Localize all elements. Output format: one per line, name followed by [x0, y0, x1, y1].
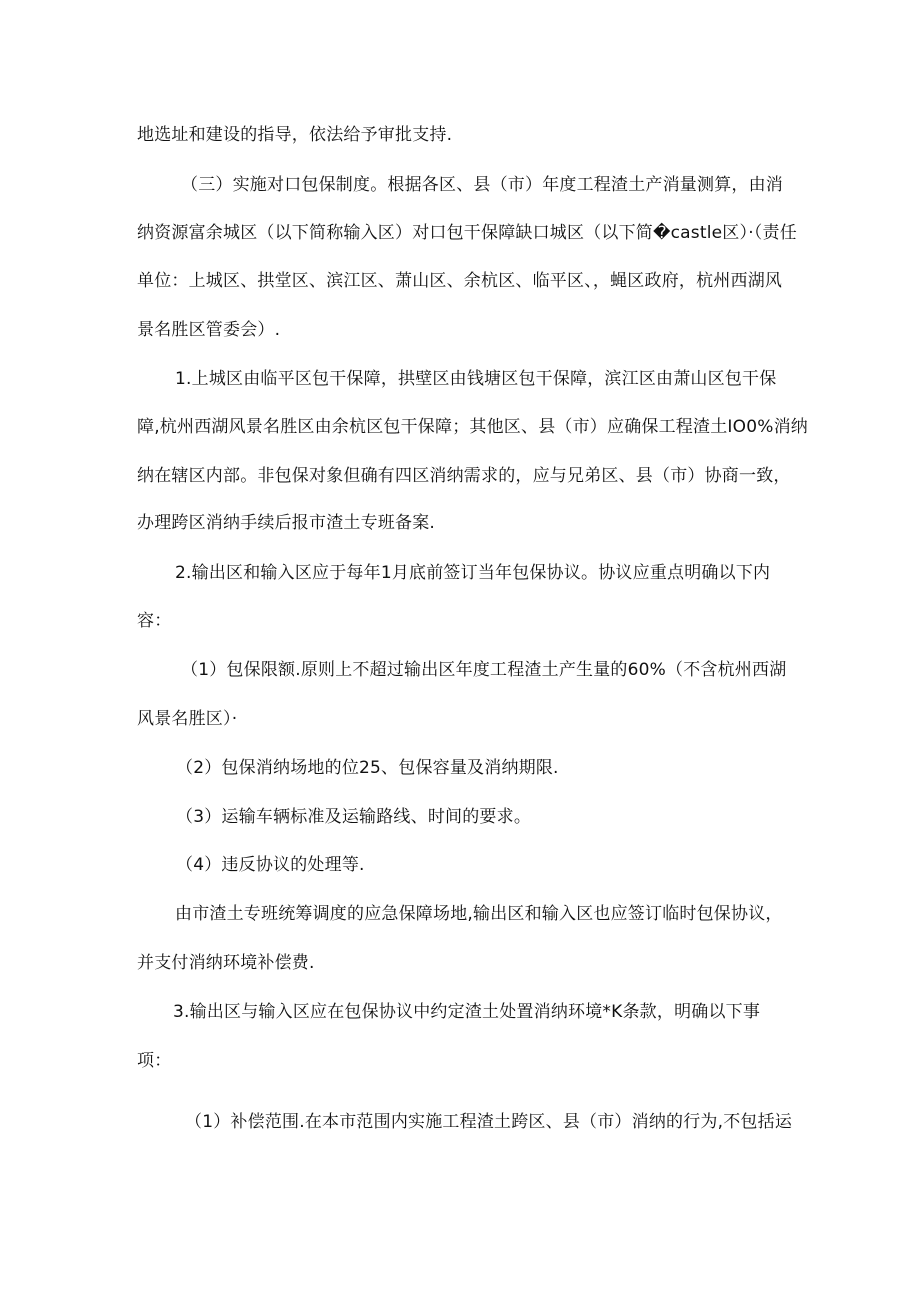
text-line: 景名胜区管委会）.: [137, 320, 281, 340]
text-line: （4）违反协议的处理等.: [176, 855, 365, 875]
text-line: 纳资源富余城区（以下简称输入区）对口包干保障缺口城区（以下简�castle区）·（责任: [137, 223, 797, 243]
text-line: 2.输出区和输入区应于每年1月底前签订当年包保协议。协议应重点明确以下内: [175, 563, 771, 583]
text-line: 并支付消纳环境补偿费.: [137, 953, 315, 973]
text-line: 3.输出区与输入区应在包保协议中约定渣土处置消纳环境*K条款，明确以下事: [173, 1002, 761, 1022]
text-line: （1）补偿范围.在本市范围内实施工程渣土跨区、县（市）消纳的行为,不包括运: [185, 1112, 793, 1132]
text-line: 办理跨区消纳手续后报市渣土专班备案.: [137, 513, 436, 533]
text-line: 由市渣土专班统筹调度的应急保障场地,输出区和输入区也应签订临时包保协议，: [175, 904, 783, 924]
text-line: （3）运输车辆标准及运输路线、时间的要求。: [176, 807, 532, 827]
text-line: （2）包保消纳场地的位25、包保容量及消纳期限.: [176, 758, 559, 778]
text-line: 1.上城区由临平区包干保障，拱壁区由钱塘区包干保障，滨江区由萧山区包干保: [175, 369, 777, 389]
text-line: （1）包保限额.原则上不超过输出区年度工程渣土产生量的60%（不含杭州西湖: [181, 660, 787, 680]
text-line: 单位：上城区、拱堂区、滨江区、萧山区、余杭区、临平区、，蝇区政府，杭州西湖风: [137, 271, 783, 291]
text-line: 项：: [137, 1051, 172, 1071]
text-line: 地选址和建设的指导，依法给予审批支持.: [137, 125, 453, 145]
text-line: 风景名胜区）·: [137, 709, 238, 729]
text-line: （三）实施对口包保制度。根据各区、县（市）年度工程渣土产消量测算，由消: [181, 175, 783, 195]
text-line: 纳在辖区内部。非包保对象但确有四区消纳需求的，应与兄弟区、县（市）协商一致，: [137, 466, 791, 486]
text-line: 容：: [137, 611, 172, 631]
text-line: 障,杭州西湖风景名胜区由余杭区包干保障；其他区、县（市）应确保工程渣土IO0%消纳: [137, 417, 808, 437]
